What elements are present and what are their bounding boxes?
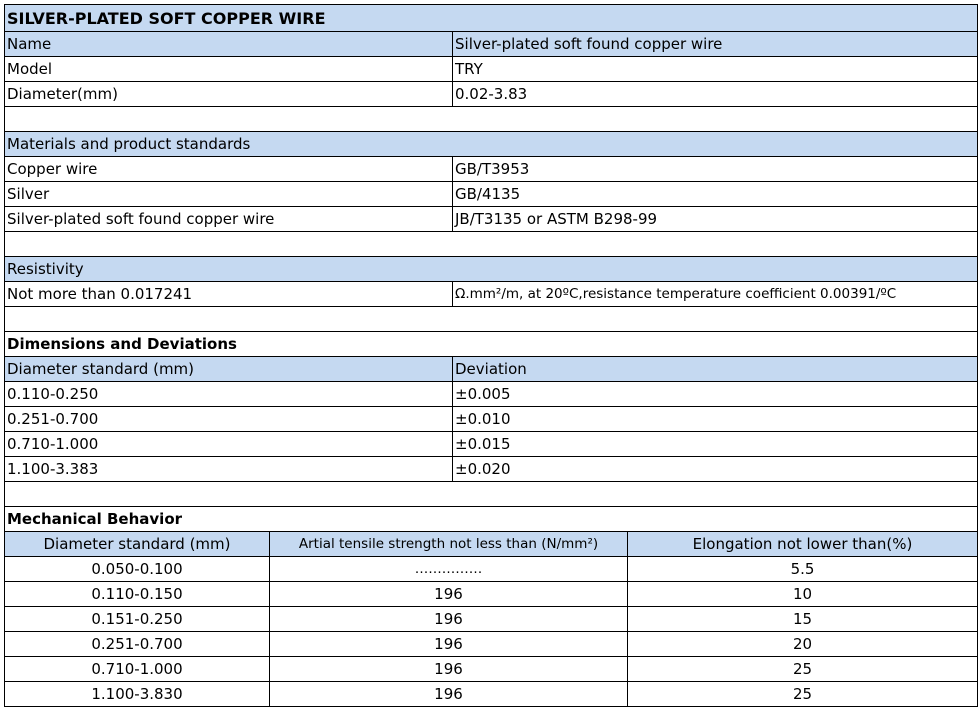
dimension-diameter: 0.110-0.250 <box>5 382 453 406</box>
dimension-deviation: ±0.005 <box>453 382 978 406</box>
general-row <box>5 57 978 82</box>
mechanical-strength: …………… <box>270 557 628 581</box>
dimensions-heading: Dimensions and Deviations <box>5 332 978 356</box>
mechanical-strength: 196 <box>270 682 628 706</box>
spacer-row <box>5 307 978 332</box>
dimension-diameter: 0.251-0.700 <box>5 407 453 431</box>
dimension-diameter: 1.100-3.383 <box>5 457 453 481</box>
material-standard: JB/T3135 or ASTM B298-99 <box>453 207 978 231</box>
material-label: Silver <box>5 182 453 206</box>
mechanical-col-diameter: Diameter standard (mm) <box>5 532 270 556</box>
materials-row <box>5 157 978 182</box>
dimensions-row <box>5 382 978 407</box>
dimensions-header-row <box>5 357 978 382</box>
mechanical-diameter: 0.251-0.700 <box>5 632 270 656</box>
materials-row <box>5 182 978 207</box>
mechanical-diameter: 0.110-0.150 <box>5 582 270 606</box>
mechanical-elongation: 20 <box>628 632 978 656</box>
dimensions-row <box>5 457 978 482</box>
resistivity-heading: Resistivity <box>5 257 978 281</box>
dimension-deviation: ±0.020 <box>453 457 978 481</box>
general-value: 0.02-3.83 <box>453 82 978 106</box>
mechanical-strength: 196 <box>270 657 628 681</box>
mechanical-row <box>5 632 978 657</box>
resistivity-label: Not more than 0.017241 <box>5 282 453 306</box>
mechanical-strength: 196 <box>270 607 628 631</box>
general-label: Name <box>5 32 453 56</box>
mechanical-diameter: 0.050-0.100 <box>5 557 270 581</box>
mechanical-heading: Mechanical Behavior <box>5 507 978 531</box>
mechanical-elongation: 10 <box>628 582 978 606</box>
spacer-row <box>5 107 978 132</box>
mechanical-strength: 196 <box>270 582 628 606</box>
dimensions-heading-row <box>5 332 978 357</box>
mechanical-elongation: 25 <box>628 657 978 681</box>
dimensions-row <box>5 407 978 432</box>
dimensions-row <box>5 432 978 457</box>
materials-heading-row <box>5 132 978 157</box>
spec-sheet <box>4 4 978 707</box>
general-label: Model <box>5 57 453 81</box>
general-value: Silver-plated soft found copper wire <box>453 32 978 56</box>
mechanical-elongation: 5.5 <box>628 557 978 581</box>
general-label: Diameter(mm) <box>5 82 453 106</box>
mechanical-row <box>5 582 978 607</box>
mechanical-row <box>5 557 978 582</box>
mechanical-row <box>5 607 978 632</box>
mechanical-elongation: 15 <box>628 607 978 631</box>
dimension-deviation: ±0.015 <box>453 432 978 456</box>
mechanical-col-strength: Artial tensile strength not less than (N/mm²) <box>270 532 628 556</box>
dimensions-col-diameter: Diameter standard (mm) <box>5 357 453 381</box>
mechanical-diameter: 0.710-1.000 <box>5 657 270 681</box>
general-row <box>5 82 978 107</box>
material-label: Silver-plated soft found copper wire <box>5 207 453 231</box>
mechanical-header-row <box>5 532 978 557</box>
dimension-diameter: 0.710-1.000 <box>5 432 453 456</box>
resistivity-value: Ω.mm²/m, at 20ºC,resistance temperature coefficient 0.00391/ºC <box>453 282 978 306</box>
mechanical-col-elongation: Elongation not lower than(%) <box>628 532 978 556</box>
mechanical-strength: 196 <box>270 632 628 656</box>
general-row <box>5 32 978 57</box>
mechanical-diameter: 1.100-3.830 <box>5 682 270 706</box>
materials-heading: Materials and product standards <box>5 132 978 156</box>
resistivity-row <box>5 282 978 307</box>
mechanical-row <box>5 657 978 682</box>
general-value: TRY <box>453 57 978 81</box>
resistivity-heading-row <box>5 257 978 282</box>
mechanical-elongation: 25 <box>628 682 978 706</box>
materials-row <box>5 207 978 232</box>
mechanical-diameter: 0.151-0.250 <box>5 607 270 631</box>
mechanical-heading-row <box>5 507 978 532</box>
dimension-deviation: ±0.010 <box>453 407 978 431</box>
dimensions-col-deviation: Deviation <box>453 357 978 381</box>
spacer-row <box>5 232 978 257</box>
material-label: Copper wire <box>5 157 453 181</box>
material-standard: GB/4135 <box>453 182 978 206</box>
title-row <box>5 5 978 32</box>
material-standard: GB/T3953 <box>453 157 978 181</box>
spacer-row <box>5 482 978 507</box>
sheet-title: SILVER-PLATED SOFT COPPER WIRE <box>5 5 978 31</box>
mechanical-row <box>5 682 978 707</box>
